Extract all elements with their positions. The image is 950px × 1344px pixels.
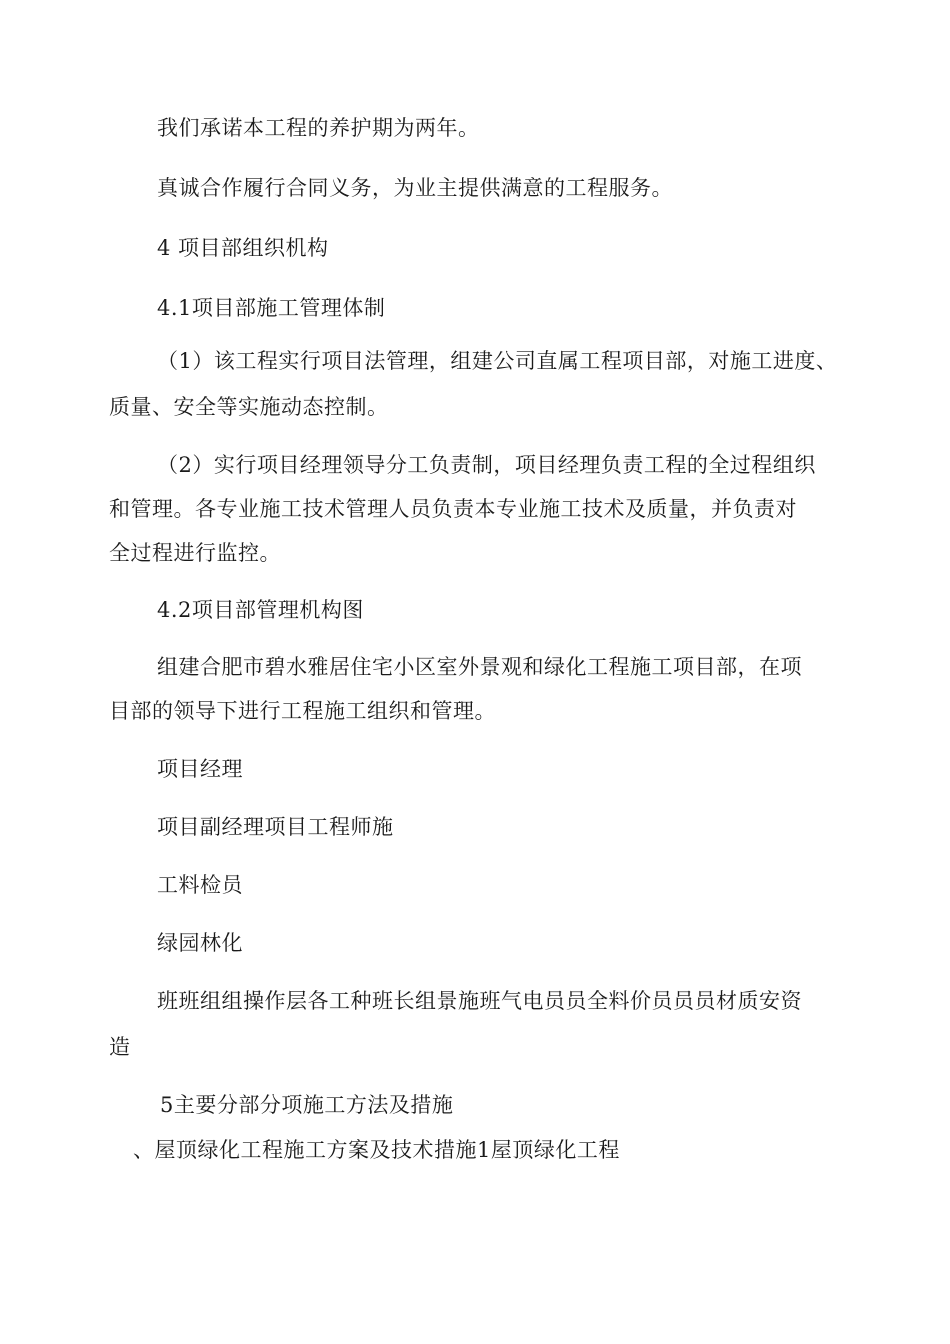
org-chart-greening: 绿园林化 [157,931,243,955]
org-chart-project-manager: 项目经理 [157,757,243,781]
paragraph-item-2-line-3: 全过程进行监控。 [109,541,281,565]
paragraph-item-2-line-1: （2）实行项目经理领导分工负责制，项目经理负责工程的全过程组织 [157,453,816,477]
org-chart-deputy-manager: 项目副经理项目工程师施 [157,815,394,839]
paragraph-maintenance-period: 我们承诺本工程的养护期为两年。 [157,116,480,140]
org-chart-material-inspector: 工料检员 [157,873,243,897]
section-heading-4-1: 4.1项目部施工管理体制 [157,296,386,320]
section-heading-4-2: 4.2项目部管理机构图 [157,598,364,622]
section-heading-4: 4 项目部组织机构 [157,236,329,260]
org-chart-team-line-1: 班班组组操作层各工种班长组景施班气电员员全料价员员员材质安资 [157,989,802,1013]
section-heading-5: 5主要分部分项施工方法及措施 [160,1093,454,1117]
paragraph-project-dept-line-2: 目部的领导下进行工程施工组织和管理。 [109,699,496,723]
org-chart-team-line-2: 造 [109,1035,131,1059]
paragraph-project-dept-line-1: 组建合肥市碧水雅居住宅小区室外景观和绿化工程施工项目部，在项 [157,655,802,679]
subsection-roof-greening: 、屋顶绿化工程施工方案及技术措施1屋顶绿化工程 [133,1138,620,1162]
paragraph-cooperation: 真诚合作履行合同义务，为业主提供满意的工程服务。 [157,176,673,200]
paragraph-item-1-line-1: （1）该工程实行项目法管理，组建公司直属工程项目部，对施工进度、 [157,349,838,373]
paragraph-item-2-line-2: 和管理。各专业施工技术管理人员负责本专业施工技术及质量，并负责对 [109,497,797,521]
paragraph-item-1-line-2: 质量、安全等实施动态控制。 [109,395,389,419]
